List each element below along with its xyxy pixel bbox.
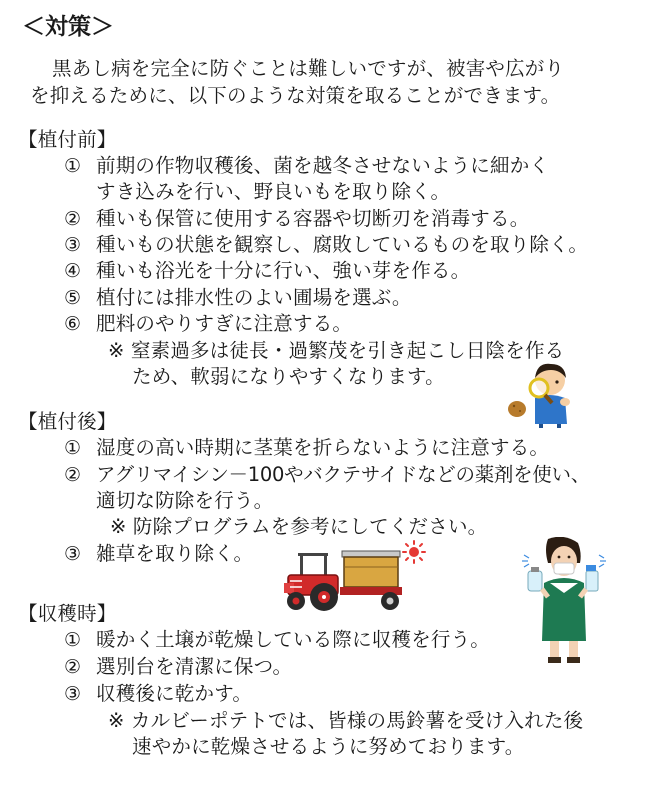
item-number: ③ bbox=[64, 683, 82, 705]
section-heading-after-planting: 【植付後】 bbox=[18, 410, 117, 433]
item-text: 暖かく土壌が乾燥している際に収穫を行う。 bbox=[96, 628, 491, 651]
item-text: 収穫後に乾かす。 bbox=[96, 682, 253, 705]
section-heading-before-planting: 【植付前】 bbox=[18, 128, 117, 151]
item-number: ① bbox=[64, 629, 82, 651]
note-text-continued: ため、軟弱になりやすくなります。 bbox=[132, 365, 445, 388]
item-text: 種いもの状態を観察し、腐敗しているものを取り除く。 bbox=[96, 233, 589, 256]
section-heading-harvest: 【収穫時】 bbox=[18, 602, 117, 625]
item-number: ③ bbox=[64, 543, 82, 565]
page-title: ＜対策＞ bbox=[22, 14, 114, 40]
item-number: ① bbox=[64, 155, 82, 177]
item-number: ⑥ bbox=[64, 313, 82, 335]
sun-icon bbox=[402, 540, 426, 564]
item-text-continued: すき込みを行い、野良いもを取り除く。 bbox=[96, 180, 451, 203]
item-number: ④ bbox=[64, 260, 82, 282]
item-number: ② bbox=[64, 656, 82, 678]
worker-with-spray-icon bbox=[518, 537, 610, 667]
note-text-continued: 速やかに乾燥させるように努めております。 bbox=[132, 735, 525, 758]
item-number: ② bbox=[64, 208, 82, 230]
tractor-icon bbox=[280, 545, 405, 615]
item-text: 肥料のやりすぎに注意する。 bbox=[96, 312, 353, 335]
item-number: ① bbox=[64, 437, 82, 459]
item-text: 前期の作物収穫後、菌を越冬させないように細かく bbox=[96, 154, 550, 177]
item-text-continued: 適切な防除を行う。 bbox=[96, 489, 274, 512]
note-text: ※ 窒素過多は徒長・過繁茂を引き起こし日陰を作る bbox=[108, 339, 565, 362]
intro-line-2: を抑えるために、以下のような対策を取ることができます。 bbox=[30, 84, 561, 107]
note-text: ※ カルビーポテトでは、皆様の馬鈴薯を受け入れた後 bbox=[108, 709, 584, 732]
item-text: 選別台を清潔に保つ。 bbox=[96, 655, 293, 678]
item-number: ⑤ bbox=[64, 287, 82, 309]
item-text: 植付には排水性のよい圃場を選ぶ。 bbox=[96, 286, 412, 309]
intro-line-1: 黒あし病を完全に防ぐことは難しいですが、被害や広がり bbox=[52, 57, 565, 80]
item-text: アグリマイシン－100やバクテサイドなどの薬剤を使い、 bbox=[96, 463, 590, 486]
item-text: 湿度の高い時期に茎葉を折らないように注意する。 bbox=[96, 436, 550, 459]
item-text: 種いも保管に使用する容器や切断刃を消毒する。 bbox=[96, 207, 530, 230]
item-number: ② bbox=[64, 464, 82, 486]
item-text: 雑草を取り除く。 bbox=[96, 542, 254, 565]
note-text: ※ 防除プログラムを参考にしてください。 bbox=[110, 515, 488, 538]
item-number: ③ bbox=[64, 234, 82, 256]
item-text: 種いも浴光を十分に行い、強い芽を作る。 bbox=[96, 259, 471, 282]
boy-with-magnifier-icon bbox=[505, 358, 577, 428]
